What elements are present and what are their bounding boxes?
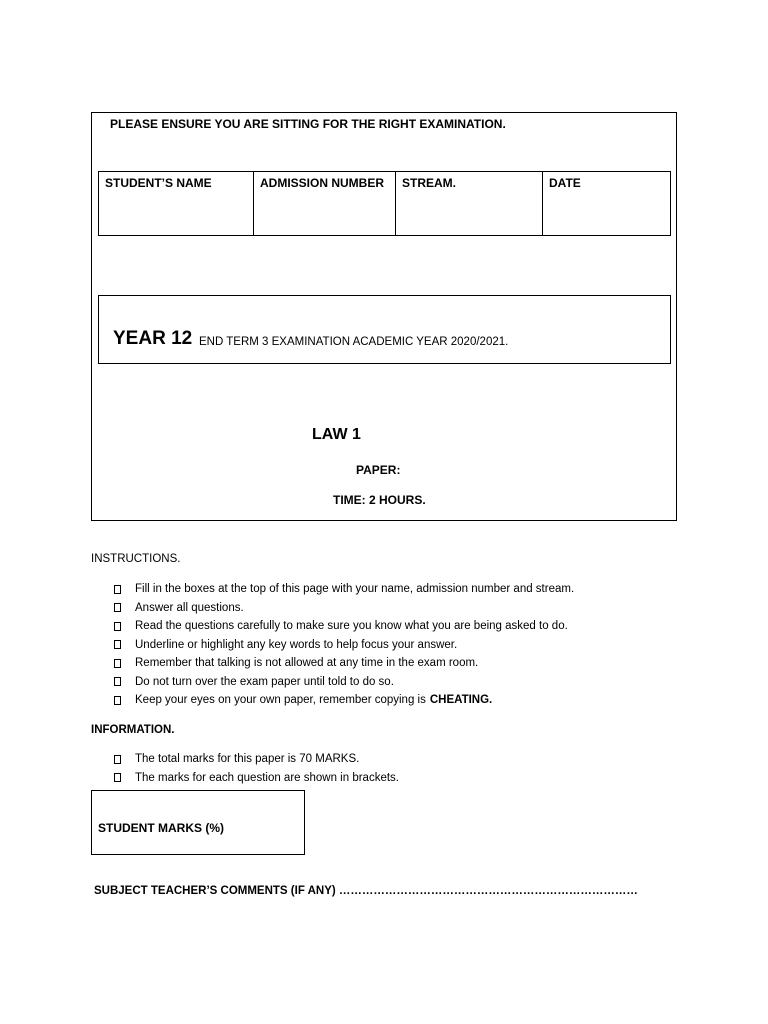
student-name-cell[interactable]: STUDENT’S NAME [99,172,254,236]
checkbox-bullet-icon [114,677,121,686]
stream-cell[interactable]: STREAM. [396,172,543,236]
list-item: Keep your eyes on your own paper, remember copying is CHEATING. [114,691,574,710]
list-item: The total marks for this paper is 70 MARKS. [114,750,399,769]
paper-label: PAPER: [356,463,401,477]
year-label: YEAR 12 [113,328,193,349]
checkbox-bullet-icon [114,659,121,668]
checkbox-bullet-icon [114,622,121,631]
ensure-notice: PLEASE ENSURE YOU ARE SITTING FOR THE RIGHT EXAMINATION. [110,117,506,131]
teacher-comments-line: SUBJECT TEACHER’S COMMENTS (IF ANY) …………………………………………………………………… [94,885,638,897]
list-item: The marks for each question are shown in brackets. [114,769,399,788]
checkbox-bullet-icon [114,755,121,764]
exam-title-box [98,295,671,364]
instructions-list [114,580,574,710]
date-cell[interactable]: DATE [543,172,671,236]
list-item: Fill in the boxes at the top of this page with your name, admission number and stream. [114,580,574,599]
list-item: Underline or highlight any key words to help focus your answer. [114,636,574,655]
list-item: Read the questions carefully to make sure you know what you are being asked to do. [114,617,574,636]
student-details-table [98,171,671,236]
list-item: Do not turn over the exam paper until told to do so. [114,673,574,692]
exam-title: END TERM 3 EXAMINATION ACADEMIC YEAR 2020/2021. [199,336,509,348]
admission-number-cell[interactable]: ADMISSION NUMBER [254,172,396,236]
checkbox-bullet-icon [114,773,121,782]
list-item: Answer all questions. [114,599,574,618]
information-heading: INFORMATION. [91,724,175,736]
exam-header-box [91,112,677,521]
subject-title: LAW 1 [312,426,361,443]
list-item: Remember that talking is not allowed at any time in the exam room. [114,654,574,673]
student-marks-label: STUDENT MARKS (%) [98,821,224,835]
checkbox-bullet-icon [114,585,121,594]
cheating-emphasis: CHEATING. [429,694,493,707]
instructions-heading: INSTRUCTIONS. [91,553,181,565]
information-list [114,750,399,787]
student-marks-box[interactable] [91,790,305,855]
checkbox-bullet-icon [114,696,121,705]
time-label: TIME: 2 HOURS. [333,493,426,507]
checkbox-bullet-icon [114,603,121,612]
checkbox-bullet-icon [114,640,121,649]
